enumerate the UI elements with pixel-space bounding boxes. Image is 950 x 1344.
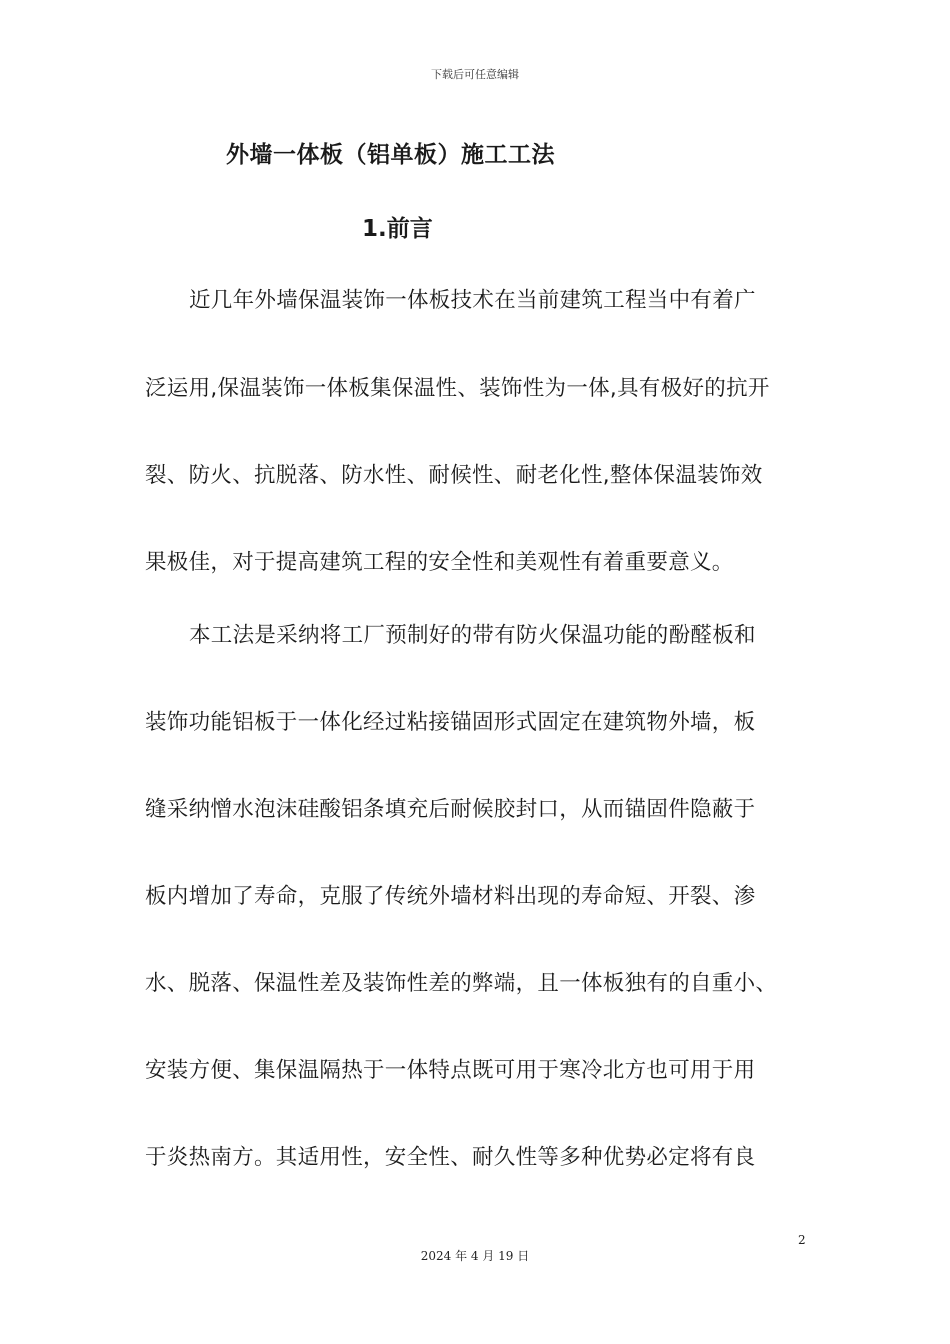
paragraph-line: 裂、防火、抗脱落、防水性、耐候性、耐老化性,整体保温装饰效 (145, 463, 763, 488)
paragraph-line: 果极佳，对于提高建筑工程的安全性和美观性有着重要意义。 (145, 550, 734, 575)
paragraph-line: 水、脱落、保温性差及装饰性差的弊端，且一体板独有的自重小、 (145, 971, 778, 996)
paragraph-line: 板内增加了寿命，克服了传统外墙材料出现的寿命短、开裂、渗 (145, 884, 756, 909)
paragraph-line: 本工法是采纳将工厂预制好的带有防火保温功能的酚醛板和 (189, 623, 756, 648)
paragraph-line: 装饰功能铝板于一体化经过粘接锚固形式固定在建筑物外墙，板 (145, 710, 756, 735)
header-note: 下载后可任意编辑 (431, 68, 519, 81)
page-number: 2 (798, 1233, 806, 1247)
paragraph-line: 安装方便、集保温隔热于一体特点既可用于寒冷北方也可用于用 (145, 1058, 756, 1083)
document-title: 外墙一体板（铝单板）施工工法 (226, 142, 555, 168)
paragraph-line: 近几年外墙保温装饰一体板技术在当前建筑工程当中有着广 (189, 288, 756, 313)
section-heading: 1.前言 (362, 216, 433, 242)
paragraph-line: 泛运用,保温装饰一体板集保温性、装饰性为一体,具有极好的抗开 (145, 376, 770, 401)
paragraph-line: 于炎热南方。其适用性，安全性、耐久性等多种优势必定将有良 (145, 1145, 756, 1170)
paragraph-line: 缝采纳憎水泡沫硅酸铝条填充后耐候胶封口，从而锚固件隐蔽于 (145, 797, 756, 822)
footer-date: 2024 年 4 月 19 日 (420, 1249, 530, 1263)
